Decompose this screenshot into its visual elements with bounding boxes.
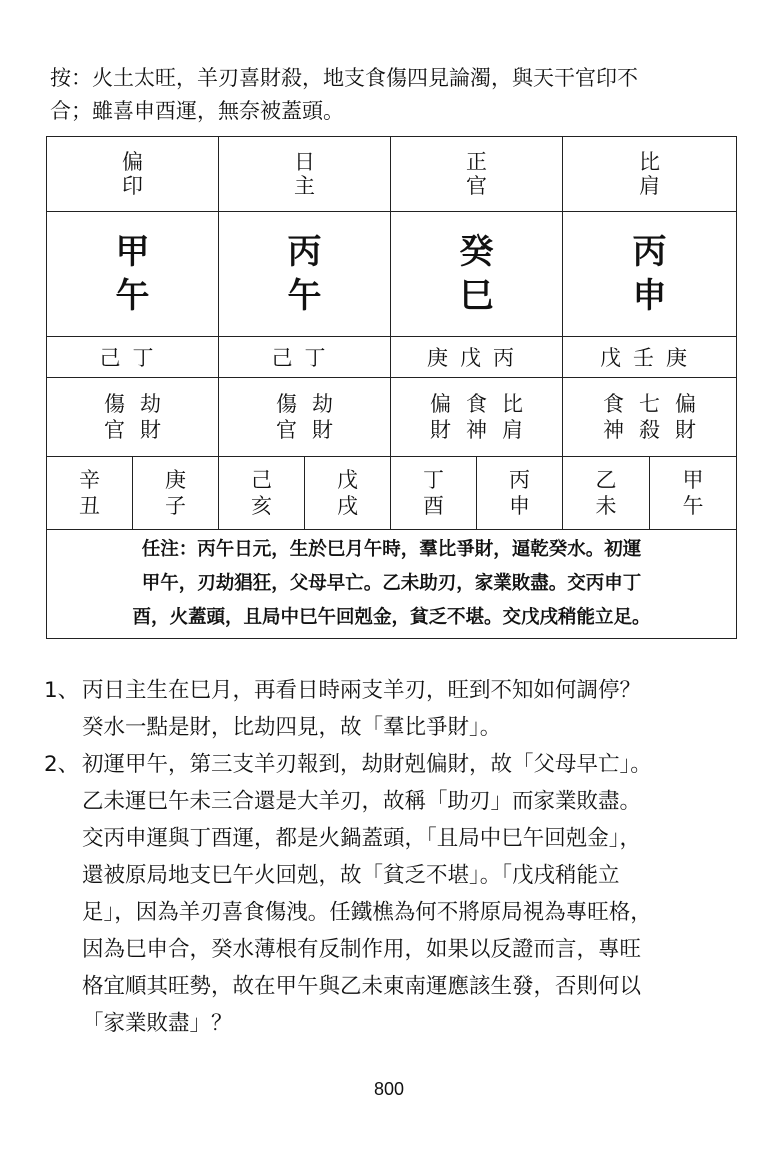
hidden-stems-cell: 己丁 bbox=[47, 337, 219, 378]
intro-paragraph bbox=[50, 62, 740, 128]
hidden-stems-cell: 庚戊丙 bbox=[391, 337, 563, 378]
hidden-stems-cell: 戊壬庚 bbox=[563, 337, 737, 378]
intro-line: 合；雖喜申酉運，無奈被蓋頭。 bbox=[50, 99, 344, 123]
stem-branch-row bbox=[47, 212, 737, 337]
heavenly-stem: 癸 bbox=[459, 232, 494, 272]
luck-pillar-cell: 辛 丑 bbox=[47, 457, 133, 530]
hidden-gods-row bbox=[47, 378, 737, 457]
intro-line: 按：火土太旺，羊刃喜財殺，地支食傷四見論濁，與天干官印不 bbox=[50, 66, 638, 90]
earthly-branch: 午 bbox=[287, 276, 322, 316]
annotation-line: 任注：丙午日元，生於巳月午時，羣比爭財，逼乾癸水。初運 bbox=[141, 539, 642, 560]
pillar-cell bbox=[563, 212, 737, 337]
ten-god-cell: 偏 印 bbox=[47, 137, 219, 212]
earthly-branch: 申 bbox=[632, 276, 667, 316]
item-line: 丙日主生在巳月，再看日時兩支羊刃，旺到不知如何調停？ bbox=[82, 678, 642, 703]
item-line: 交丙申運與丁酉運，都是火鍋蓋頭，「且局中巳午回剋金」， bbox=[82, 826, 642, 851]
item-line: 格宜順其旺勢，故在甲午與乙未東南運應該生發，否則何以 bbox=[82, 974, 642, 999]
annotation-line: 酉，火蓋頭，且局中巳午回剋金，貧乏不堪。交戊戌稍能立足。 bbox=[132, 607, 651, 628]
luck-pillar-cell: 己 亥 bbox=[219, 457, 305, 530]
hidden-gods-cell: 傷 官 劫 財 bbox=[219, 378, 391, 457]
item-line: 「家業敗盡」？ bbox=[82, 1011, 233, 1036]
commentary-item bbox=[44, 746, 744, 1042]
heavenly-stem: 甲 bbox=[115, 232, 150, 272]
ten-god-cell: 比 肩 bbox=[563, 137, 737, 212]
item-number: 1、 bbox=[44, 678, 80, 703]
item-line: 癸水一點是財，比劫四見，故「羣比爭財」。 bbox=[82, 715, 502, 740]
ren-annotation bbox=[47, 530, 737, 639]
pillar-cell bbox=[47, 212, 219, 337]
ten-god-row bbox=[47, 137, 737, 212]
pillar-cell bbox=[391, 212, 563, 337]
commentary-list bbox=[44, 672, 744, 1042]
commentary-item bbox=[44, 672, 744, 746]
hidden-stems-cell: 己丁 bbox=[219, 337, 391, 378]
pillar-cell bbox=[219, 212, 391, 337]
luck-pillar-cell: 庚 子 bbox=[133, 457, 219, 530]
hidden-gods-cell: 食 神 七 殺 偏 財 bbox=[563, 378, 737, 457]
luck-pillar-cell: 丙 申 bbox=[477, 457, 563, 530]
page-number: 800 bbox=[373, 1079, 405, 1099]
luck-pillar-cell: 乙 未 bbox=[563, 457, 650, 530]
earthly-branch: 巳 bbox=[459, 276, 494, 316]
item-number: 2、 bbox=[44, 752, 80, 777]
hidden-stems-row bbox=[47, 337, 737, 378]
heavenly-stem: 丙 bbox=[632, 232, 667, 272]
item-line: 乙未運巳午未三合還是大羊刃，故稱「助刃」而家業敗盡。 bbox=[82, 789, 642, 814]
hidden-gods-cell: 偏 財 食 神 比 肩 bbox=[391, 378, 563, 457]
hidden-gods-cell: 傷 官 劫 財 bbox=[47, 378, 219, 457]
item-line: 因為巳申合，癸水薄根有反制作用，如果以反證而言，專旺 bbox=[82, 937, 642, 962]
annotation-line: 甲午，刃劫猖狂，父母早亡。乙未助刃，家業敗盡。交丙申丁 bbox=[141, 573, 642, 594]
bazi-chart-table bbox=[46, 136, 737, 639]
item-line: 足」，因為羊刃喜食傷洩。任鐵樵為何不將原局視為專旺格， bbox=[82, 900, 652, 925]
item-line: 還被原局地支巳午火回剋，故「貧乏不堪」。「戊戌稍能立 bbox=[82, 863, 620, 888]
earthly-branch: 午 bbox=[115, 276, 150, 316]
ten-god-cell: 日 主 bbox=[219, 137, 391, 212]
heavenly-stem: 丙 bbox=[287, 232, 322, 272]
annotation-row bbox=[47, 530, 737, 639]
item-line: 初運甲午，第三支羊刃報到，劫財剋偏財，故「父母早亡」。 bbox=[82, 752, 652, 777]
luck-pillar-cell: 戊 戌 bbox=[305, 457, 391, 530]
luck-pillar-cell: 甲 午 bbox=[650, 457, 737, 530]
luck-pillars-row bbox=[47, 457, 737, 530]
ten-god-cell: 正 官 bbox=[391, 137, 563, 212]
luck-pillar-cell: 丁 酉 bbox=[391, 457, 477, 530]
